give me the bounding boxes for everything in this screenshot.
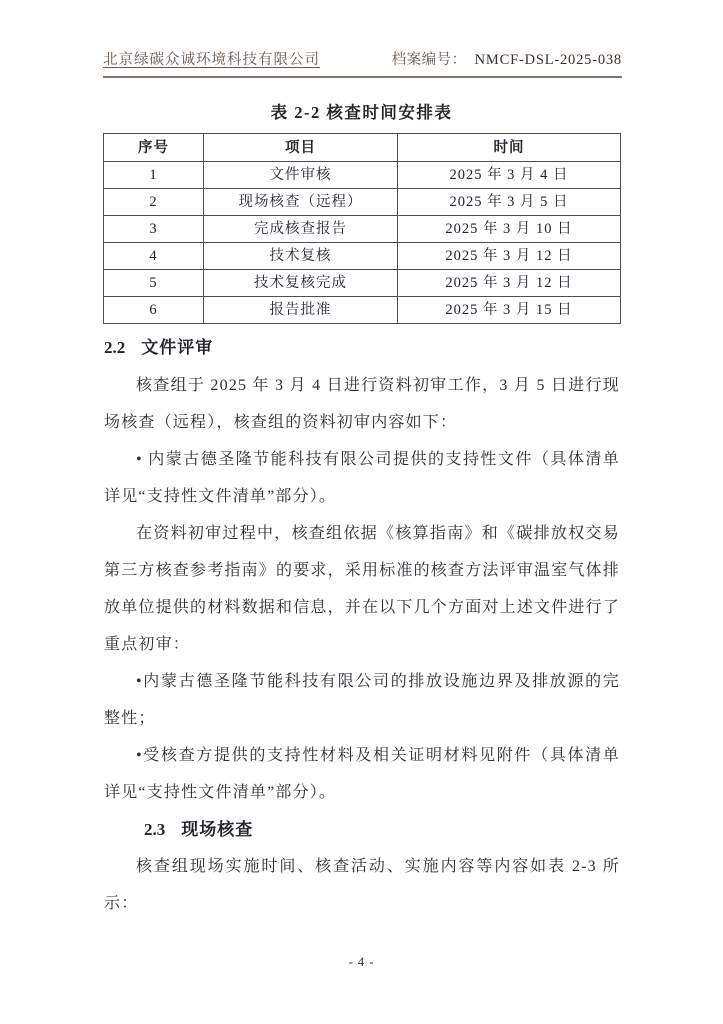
table-row [104,297,621,324]
verification-schedule-table [103,133,621,324]
cell-index: 2 [104,189,204,216]
cell-index: 1 [104,162,204,189]
cell-time: 2025 年 3 月 4 日 [398,162,621,189]
section-title: 文件评审 [141,338,214,357]
bullet-paragraph: •内蒙古德圣隆节能科技有限公司的排放设施边界及排放源的完整性； [104,673,620,727]
section-number: 2.3 [144,820,166,839]
table-row [104,216,621,243]
section-title: 现场核查 [181,820,254,839]
paragraph: 核查组现场实施时间、核查活动、实施内容等内容如表 2-3 所示： [104,858,620,912]
cell-time: 2025 年 3 月 5 日 [398,189,621,216]
table-header-row [104,134,621,162]
cell-item: 技术复核 [204,243,398,270]
cell-index: 5 [104,270,204,297]
col-header-item: 项目 [204,134,398,162]
company-name: 北京绿碳众诚环境科技有限公司 [103,52,320,68]
cell-item: 现场核查（远程） [204,189,398,216]
archive-number: NMCF-DSL-2025-038 [474,52,622,68]
section-heading-2-2 [104,335,620,361]
archive-number-block [392,48,622,69]
cell-index: 6 [104,297,204,324]
document-body [104,335,620,922]
table-row [104,243,621,270]
archive-label: 档案编号： [391,52,467,68]
section-number: 2.2 [104,338,126,357]
cell-time: 2025 年 3 月 15 日 [398,297,621,324]
cell-item: 报告批准 [204,297,398,324]
col-header-index: 序号 [104,134,204,162]
table-title: 表 2-2 核查时间安排表 [270,103,453,122]
bullet-paragraph: •受核查方提供的支持性材料及相关证明材料见附件（具体清单详见“支持性文件清单”部分）。 [104,747,620,801]
cell-index: 3 [104,216,204,243]
page-number: - 4 - [348,955,375,969]
cell-time: 2025 年 3 月 12 日 [398,243,621,270]
table-row [104,162,621,189]
section-2-2-text [104,367,620,922]
cell-item: 完成核查报告 [204,216,398,243]
cell-time: 2025 年 3 月 10 日 [398,216,621,243]
table-row [104,270,621,297]
table-row [104,189,621,216]
document-header [103,48,622,78]
bullet-paragraph: • 内蒙古德圣隆节能科技有限公司提供的支持性文件（具体清单详见“支持性文件清单”部分）。 [104,451,620,505]
cell-index: 4 [104,243,204,270]
paragraph: 在资料初审过程中，核查组依据《核算指南》和《碳排放权交易第三方核查参考指南》的要求，采用标准的核查方法评审温室气体排放单位提供的材料数据和信息，并在以下几个方面对上述文件进行了重点初审： [104,525,621,653]
col-header-time: 时间 [398,134,621,162]
cell-item: 技术复核完成 [204,270,398,297]
cell-item: 文件审核 [204,162,398,189]
paragraph: 核查组于 2025 年 3 月 4 日进行资料初审工作，3 月 5 日进行现场核查（远程），核查组的资料初审内容如下： [104,377,620,431]
cell-time: 2025 年 3 月 12 日 [398,270,621,297]
section-heading-2-3 [144,811,620,848]
